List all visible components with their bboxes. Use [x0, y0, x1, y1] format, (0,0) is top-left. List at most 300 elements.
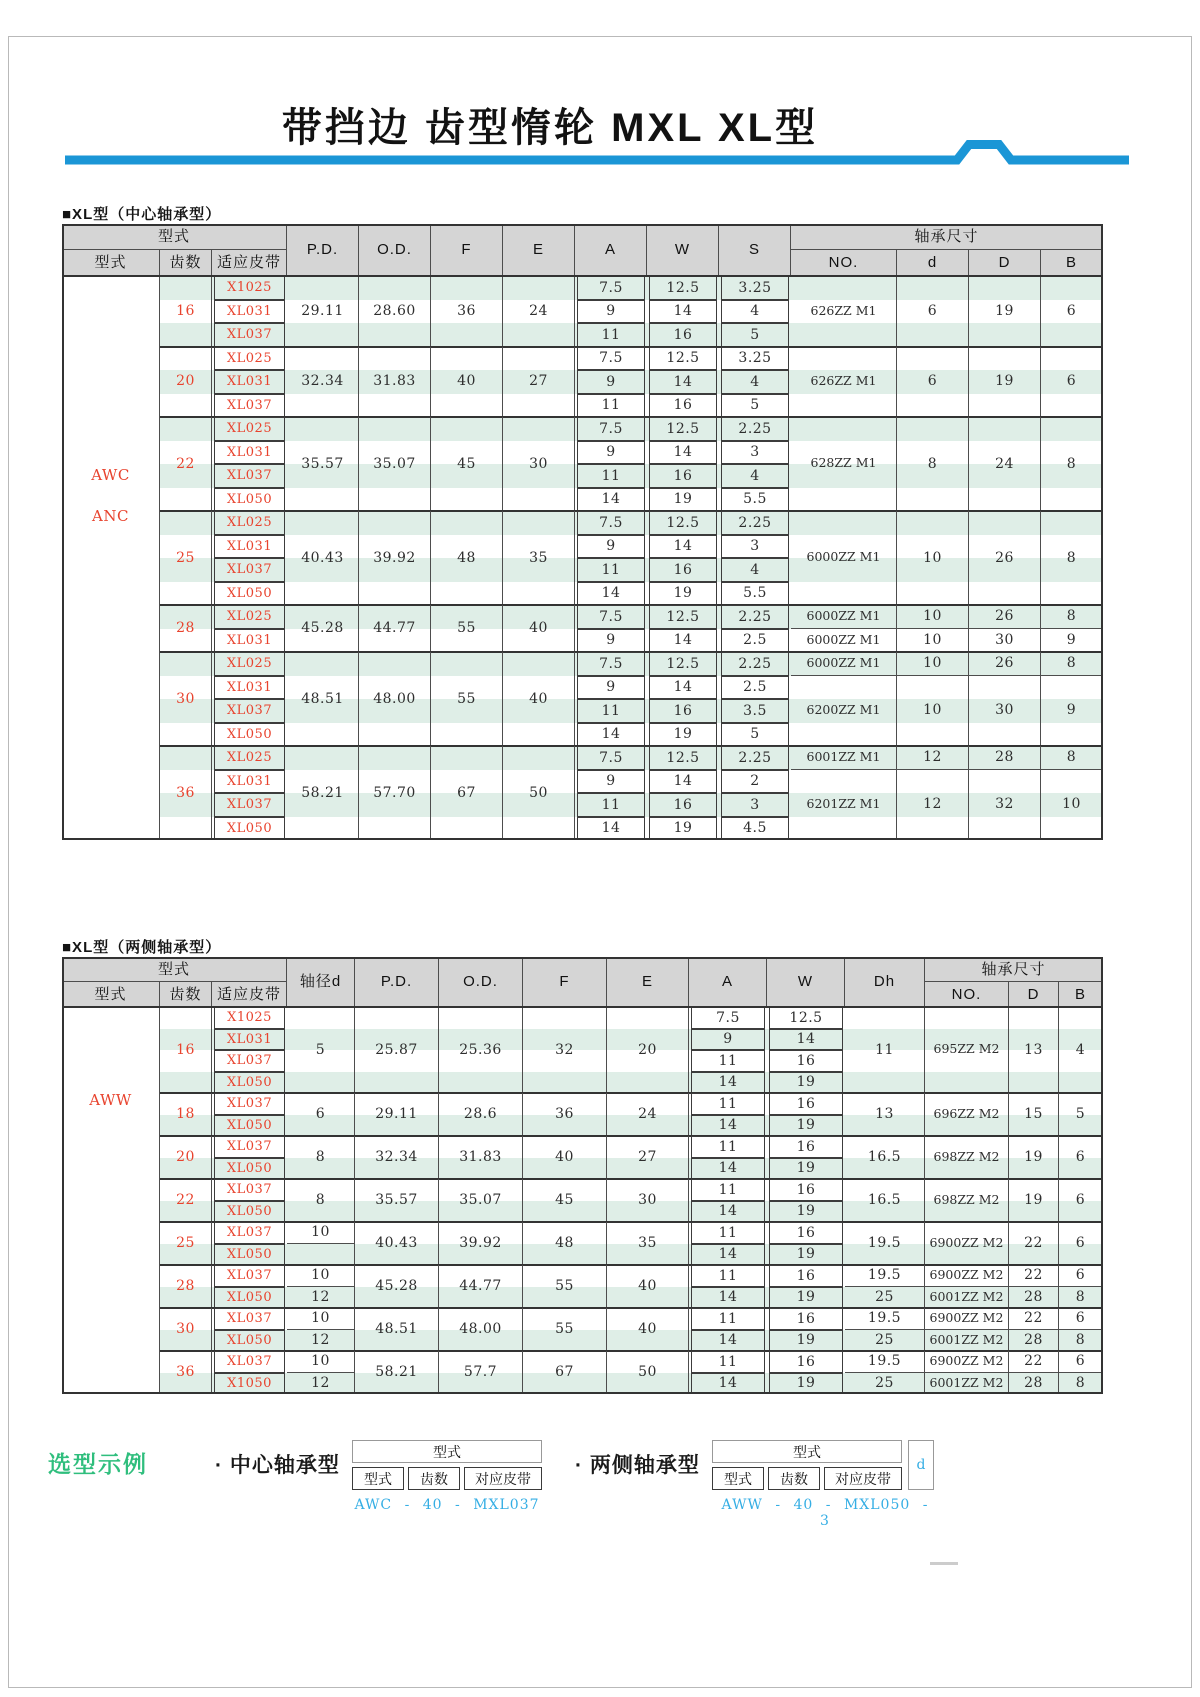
- dim-s-cell: 2: [721, 770, 789, 794]
- dim-s-cell: 4.5: [721, 817, 789, 841]
- header-dh: Dh: [845, 957, 925, 1007]
- bearing-B-cell: 6: [1059, 1265, 1103, 1287]
- dim-f-cell: 32: [523, 1007, 607, 1093]
- dim-a-cell: 14: [577, 817, 645, 841]
- bearing-no-cell: 6000ZZ M1: [791, 605, 897, 629]
- bearing-D-cell: 28: [969, 746, 1041, 770]
- belt-cell: XL050: [214, 1330, 285, 1352]
- dim-s-cell: 5: [721, 723, 789, 747]
- bearing-B-cell: 8: [1041, 652, 1103, 676]
- dim-w-cell: 14: [649, 370, 717, 394]
- dim-a-cell: 14: [691, 1373, 765, 1395]
- belt-cell: X1025: [214, 1007, 285, 1029]
- dim-s-cell: 5: [721, 394, 789, 418]
- header-bearing-group: 轴承尺寸: [791, 224, 1103, 250]
- dim-w-cell: 16: [649, 394, 717, 418]
- dim-pd-cell: 58.21: [287, 746, 359, 840]
- belt-cell: XL037: [214, 1351, 285, 1373]
- teeth-cell: 25: [160, 511, 212, 605]
- dim-a-cell: 11: [577, 394, 645, 418]
- dim-s-cell: 2.5: [721, 629, 789, 653]
- model-label: AWW: [89, 1091, 132, 1109]
- dim-w-cell: 19: [769, 1244, 843, 1266]
- dim-w-cell: 19: [649, 723, 717, 747]
- selection-example-title: 选型示例: [48, 1451, 148, 1477]
- bearing-no-cell: 6001ZZ M2: [925, 1287, 1009, 1309]
- dim-w-cell: 19: [649, 817, 717, 841]
- bearing-B-cell: 10: [1041, 770, 1103, 841]
- dim-pd-cell: 40.43: [355, 1222, 439, 1265]
- belt-cell: X1025: [214, 276, 285, 300]
- bearing-D-cell: 19: [969, 276, 1041, 347]
- shaft-d-cell: 10: [287, 1351, 355, 1373]
- dim-od-cell: 35.07: [359, 417, 431, 511]
- header-D: D: [1009, 982, 1059, 1007]
- belt-cell: XL031: [214, 1029, 285, 1051]
- belt-cell: XL037: [214, 699, 285, 723]
- belt-cell: XL037: [214, 323, 285, 347]
- dim-w-cell: 19: [769, 1287, 843, 1309]
- dim-a-cell: 9: [577, 770, 645, 794]
- teeth-cell: 16: [160, 1007, 212, 1093]
- dim-f-cell: 40: [431, 347, 503, 418]
- header-separator: [62, 275, 1103, 277]
- dim-e-cell: 27: [607, 1136, 689, 1179]
- belt-cell: XL037: [214, 1179, 285, 1201]
- header-B: B: [1041, 250, 1103, 276]
- side-bearing-example-diagram: [712, 1440, 934, 1529]
- dim-w-cell: 16: [769, 1308, 843, 1330]
- dim-od-cell: 31.83: [439, 1136, 523, 1179]
- bearing-D-cell: 26: [969, 652, 1041, 676]
- bearing-B-cell: 6: [1041, 347, 1103, 418]
- belt-cell: XL037: [214, 464, 285, 488]
- dim-s-cell: 2.25: [721, 417, 789, 441]
- dim-w-cell: 12.5: [649, 746, 717, 770]
- dim-s-cell: 2.25: [721, 511, 789, 535]
- dim-s-cell: 3: [721, 535, 789, 559]
- bearing-D-cell: 13: [1009, 1007, 1059, 1093]
- bearing-no-cell: 628ZZ M1: [791, 417, 897, 511]
- dim-w-cell: 16: [769, 1136, 843, 1158]
- belt-cell: XL050: [214, 1244, 285, 1266]
- dim-pd-cell: 40.43: [287, 511, 359, 605]
- dim-s-cell: 2.25: [721, 746, 789, 770]
- header-no: NO.: [925, 982, 1009, 1007]
- bearing-d-cell: 6: [897, 276, 969, 347]
- bearing-no-cell: 6900ZZ M2: [925, 1308, 1009, 1330]
- dim-a-cell: 9: [577, 535, 645, 559]
- teeth-cell: 28: [160, 605, 212, 652]
- dh-cell: 13: [845, 1093, 925, 1136]
- dim-s-cell: 4: [721, 370, 789, 394]
- dim-s-cell: 5: [721, 323, 789, 347]
- dim-w-cell: 19: [769, 1115, 843, 1137]
- dim-e-cell: 27: [503, 347, 575, 418]
- bearing-no-cell: 6001ZZ M2: [925, 1373, 1009, 1395]
- dim-s-cell: 4: [721, 300, 789, 324]
- section-label-side-bearing: ■XL型（两侧轴承型）: [62, 939, 222, 956]
- dim-a-cell: 14: [691, 1072, 765, 1094]
- bearing-D-cell: 26: [969, 605, 1041, 629]
- model-label: AWC: [91, 466, 130, 484]
- belt-cell: XL025: [214, 347, 285, 371]
- dim-f-cell: 55: [431, 652, 503, 746]
- header-pd: P.D.: [355, 957, 439, 1007]
- format-box-type: 型式: [712, 1467, 764, 1490]
- bearing-D-cell: 19: [1009, 1136, 1059, 1179]
- belt-cell: XL031: [214, 441, 285, 465]
- dim-a-cell: 14: [577, 723, 645, 747]
- dim-e-cell: 35: [503, 511, 575, 605]
- dim-a-cell: 11: [691, 1222, 765, 1244]
- dim-a-cell: 14: [577, 488, 645, 512]
- belt-cell: XL031: [214, 370, 285, 394]
- dim-a-cell: 7.5: [577, 417, 645, 441]
- shaft-d-cell: 8: [287, 1179, 355, 1222]
- dim-w-cell: 16: [769, 1222, 843, 1244]
- dim-s-cell: 5.5: [721, 582, 789, 606]
- belt-cell: XL031: [214, 676, 285, 700]
- bearing-B-cell: 8: [1041, 417, 1103, 511]
- bearing-d-cell: 10: [897, 629, 969, 653]
- header-model: 型式: [62, 982, 160, 1007]
- belt-cell: XL050: [214, 1287, 285, 1309]
- belt-cell: XL050: [214, 488, 285, 512]
- format-box-model: 型式: [352, 1440, 542, 1463]
- dim-s-cell: 2.5: [721, 676, 789, 700]
- belt-cell: XL050: [214, 1158, 285, 1180]
- dim-w-cell: 12.5: [769, 1007, 843, 1029]
- header-B: B: [1059, 982, 1103, 1007]
- shaft-d-cell: 6: [287, 1093, 355, 1136]
- belt-cell: XL037: [214, 1265, 285, 1287]
- dh-cell: 25: [845, 1373, 925, 1395]
- header-D: D: [969, 250, 1041, 276]
- dim-od-cell: 31.83: [359, 347, 431, 418]
- bearing-no-cell: 6000ZZ M1: [791, 629, 897, 653]
- shaft-d-cell: 10: [287, 1308, 355, 1330]
- bearing-d-cell: 12: [897, 770, 969, 841]
- teeth-cell: 20: [160, 347, 212, 418]
- dim-a-cell: 11: [691, 1136, 765, 1158]
- dim-pd-cell: 29.11: [287, 276, 359, 347]
- belt-cell: XL025: [214, 746, 285, 770]
- bearing-B-cell: 8: [1059, 1330, 1103, 1352]
- dim-f-cell: 55: [523, 1265, 607, 1308]
- bearing-no-cell: 6900ZZ M2: [925, 1222, 1009, 1265]
- dim-pd-cell: 25.87: [355, 1007, 439, 1093]
- center-bearing-example-diagram: [352, 1440, 542, 1515]
- dim-e-cell: 40: [503, 605, 575, 652]
- example-code-center: AWC - 40 - MXL037: [354, 1497, 540, 1513]
- teeth-cell: 30: [160, 1308, 212, 1351]
- dim-w-cell: 14: [649, 300, 717, 324]
- header-e: E: [503, 224, 575, 276]
- dim-f-cell: 36: [431, 276, 503, 347]
- section-label-center-bearing: ■XL型（中心轴承型）: [62, 206, 222, 223]
- dim-a-cell: 7.5: [577, 746, 645, 770]
- model-column: [62, 1007, 160, 1394]
- dim-w-cell: 14: [649, 770, 717, 794]
- header-od: O.D.: [439, 957, 523, 1007]
- header-no: NO.: [791, 250, 897, 276]
- bearing-no-cell: 698ZZ M2: [925, 1136, 1009, 1179]
- dim-s-cell: 3: [721, 793, 789, 817]
- dim-a-cell: 9: [577, 676, 645, 700]
- dim-a-cell: 7.5: [691, 1007, 765, 1029]
- dim-s-cell: 3.25: [721, 347, 789, 371]
- dim-f-cell: 36: [523, 1093, 607, 1136]
- dh-cell: 11: [845, 1007, 925, 1093]
- bearing-D-cell: 19: [1009, 1179, 1059, 1222]
- belt-cell: X1050: [214, 1373, 285, 1395]
- dim-a-cell: 11: [577, 793, 645, 817]
- bearing-d-cell: 10: [897, 605, 969, 629]
- dim-a-cell: 9: [577, 300, 645, 324]
- dim-e-cell: 40: [607, 1265, 689, 1308]
- dim-a-cell: 11: [577, 323, 645, 347]
- header-teeth: 齿数: [160, 250, 212, 276]
- teeth-cell: 18: [160, 1093, 212, 1136]
- bearing-no-cell: 698ZZ M2: [925, 1179, 1009, 1222]
- bearing-D-cell: 24: [969, 417, 1041, 511]
- dim-e-cell: 40: [607, 1308, 689, 1351]
- bearing-no-cell: 6900ZZ M2: [925, 1265, 1009, 1287]
- bearing-B-cell: 8: [1059, 1373, 1103, 1395]
- dim-w-cell: 14: [649, 535, 717, 559]
- dim-a-cell: 7.5: [577, 511, 645, 535]
- dim-pd-cell: 35.57: [287, 417, 359, 511]
- dim-w-cell: 19: [769, 1072, 843, 1094]
- belt-cell: XL031: [214, 300, 285, 324]
- shaft-d-cell: [287, 1244, 355, 1266]
- dim-w-cell: 14: [649, 629, 717, 653]
- header-s: S: [719, 224, 791, 276]
- bearing-D-cell: 22: [1009, 1265, 1059, 1287]
- dim-od-cell: 39.92: [439, 1222, 523, 1265]
- belt-cell: XL037: [214, 1222, 285, 1244]
- bearing-B-cell: 9: [1041, 629, 1103, 653]
- bearing-no-cell: 6200ZZ M1: [791, 676, 897, 747]
- side-bearing-example-label: · 两侧轴承型: [575, 1454, 700, 1477]
- dh-cell: 25: [845, 1330, 925, 1352]
- bearing-no-cell: 6900ZZ M2: [925, 1351, 1009, 1373]
- bearing-no-cell: 6000ZZ M1: [791, 652, 897, 676]
- dim-pd-cell: 32.34: [355, 1136, 439, 1179]
- belt-cell: XL031: [214, 629, 285, 653]
- belt-cell: XL037: [214, 394, 285, 418]
- bearing-D-cell: 22: [1009, 1308, 1059, 1330]
- bearing-B-cell: 6: [1041, 276, 1103, 347]
- dim-s-cell: 2.25: [721, 652, 789, 676]
- bearing-B-cell: 8: [1041, 746, 1103, 770]
- dim-a-cell: 7.5: [577, 276, 645, 300]
- header-model: 型式: [62, 250, 160, 276]
- dh-cell: 16.5: [845, 1136, 925, 1179]
- dim-e-cell: 30: [607, 1179, 689, 1222]
- dim-pd-cell: 29.11: [355, 1093, 439, 1136]
- bearing-B-cell: 9: [1041, 676, 1103, 747]
- dim-a-cell: 7.5: [577, 605, 645, 629]
- dim-f-cell: 67: [523, 1351, 607, 1394]
- belt-cell: XL050: [214, 1115, 285, 1137]
- dim-w-cell: 19: [769, 1158, 843, 1180]
- bearing-D-cell: 26: [969, 511, 1041, 605]
- belt-cell: XL031: [214, 770, 285, 794]
- shaft-d-cell: 12: [287, 1287, 355, 1309]
- bearing-no-cell: 6001ZZ M2: [925, 1330, 1009, 1352]
- page-title: 带挡边 齿型惰轮 MXL XL型: [281, 106, 819, 150]
- bearing-B-cell: 5: [1059, 1093, 1103, 1136]
- header-bearing-group: 轴承尺寸: [925, 957, 1103, 982]
- dim-s-cell: 5.5: [721, 488, 789, 512]
- belt-cell: XL037: [214, 1308, 285, 1330]
- format-box-type: 型式: [352, 1467, 404, 1490]
- bearing-d-cell: 10: [897, 676, 969, 747]
- dim-a-cell: 11: [577, 558, 645, 582]
- dim-e-cell: 24: [503, 276, 575, 347]
- dim-w-cell: 19: [649, 488, 717, 512]
- dim-w-cell: 12.5: [649, 276, 717, 300]
- bearing-d-cell: 10: [897, 652, 969, 676]
- dim-a-cell: 14: [691, 1330, 765, 1352]
- dim-od-cell: 57.70: [359, 746, 431, 840]
- bearing-B-cell: 8: [1041, 511, 1103, 605]
- dim-a-cell: 11: [691, 1050, 765, 1072]
- dim-pd-cell: 32.34: [287, 347, 359, 418]
- belt-cell: XL037: [214, 1050, 285, 1072]
- bearing-D-cell: 32: [969, 770, 1041, 841]
- belt-cell: XL025: [214, 652, 285, 676]
- bearing-D-cell: 28: [1009, 1330, 1059, 1352]
- belt-cell: XL050: [214, 582, 285, 606]
- header-od: O.D.: [359, 224, 431, 276]
- dim-od-cell: 35.07: [439, 1179, 523, 1222]
- dim-w-cell: 19: [649, 582, 717, 606]
- dim-od-cell: 48.00: [439, 1308, 523, 1351]
- example-code-side: AWW - 40 - MXL050 - 3: [721, 1497, 929, 1529]
- dim-w-cell: 14: [649, 676, 717, 700]
- dim-od-cell: 44.77: [439, 1265, 523, 1308]
- bearing-no-cell: 6001ZZ M1: [791, 746, 897, 770]
- belt-cell: XL037: [214, 558, 285, 582]
- dim-s-cell: 4: [721, 558, 789, 582]
- bearing-D-cell: 15: [1009, 1093, 1059, 1136]
- dim-e-cell: 35: [607, 1222, 689, 1265]
- model-column: [62, 276, 160, 840]
- shaft-d-cell: 12: [287, 1373, 355, 1395]
- teeth-cell: 25: [160, 1222, 212, 1265]
- bearing-d-cell: 10: [897, 511, 969, 605]
- teeth-cell: 20: [160, 1136, 212, 1179]
- header-teeth: 齿数: [160, 982, 212, 1007]
- dim-f-cell: 40: [523, 1136, 607, 1179]
- dim-w-cell: 19: [769, 1330, 843, 1352]
- bearing-D-cell: 30: [969, 676, 1041, 747]
- dim-a-cell: 14: [691, 1158, 765, 1180]
- dim-s-cell: 4: [721, 464, 789, 488]
- belt-cell: XL031: [214, 535, 285, 559]
- dim-a-cell: 11: [691, 1265, 765, 1287]
- teeth-cell: 30: [160, 652, 212, 746]
- dim-w-cell: 16: [769, 1093, 843, 1115]
- header-shaft: 轴径d: [287, 957, 355, 1007]
- dim-w-cell: 16: [769, 1351, 843, 1373]
- dim-w-cell: 14: [769, 1029, 843, 1051]
- bearing-B-cell: 6: [1059, 1222, 1103, 1265]
- teeth-cell: 22: [160, 417, 212, 511]
- dim-od-cell: 44.77: [359, 605, 431, 652]
- header-w: W: [767, 957, 845, 1007]
- dim-a-cell: 11: [577, 464, 645, 488]
- header-f: F: [523, 957, 607, 1007]
- dim-w-cell: 16: [649, 464, 717, 488]
- dim-od-cell: 57.7: [439, 1351, 523, 1394]
- bearing-d-cell: 12: [897, 746, 969, 770]
- dim-a-cell: 9: [691, 1029, 765, 1051]
- dim-od-cell: 39.92: [359, 511, 431, 605]
- bearing-D-cell: 19: [969, 347, 1041, 418]
- format-box-shaft-d: d: [908, 1440, 934, 1490]
- shaft-d-cell: 5: [287, 1007, 355, 1093]
- dim-w-cell: 19: [769, 1373, 843, 1395]
- bearing-B-cell: 8: [1059, 1287, 1103, 1309]
- model-label: ANC: [92, 507, 129, 525]
- bearing-D-cell: 30: [969, 629, 1041, 653]
- format-box-model: 型式: [712, 1440, 902, 1463]
- dim-a-cell: 14: [691, 1115, 765, 1137]
- belt-cell: XL037: [214, 793, 285, 817]
- dim-pd-cell: 45.28: [287, 605, 359, 652]
- dim-f-cell: 45: [431, 417, 503, 511]
- dh-cell: 19.5: [845, 1265, 925, 1287]
- table-center-bearing: [62, 224, 1103, 840]
- belt-cell: XL025: [214, 605, 285, 629]
- header-f: F: [431, 224, 503, 276]
- dim-f-cell: 55: [523, 1308, 607, 1351]
- dim-od-cell: 25.36: [439, 1007, 523, 1093]
- dim-e-cell: 50: [503, 746, 575, 840]
- header-a: A: [689, 957, 767, 1007]
- dim-w-cell: 12.5: [649, 417, 717, 441]
- dh-cell: 25: [845, 1287, 925, 1309]
- teeth-cell: 36: [160, 1351, 212, 1394]
- bearing-B-cell: 6: [1059, 1179, 1103, 1222]
- dim-w-cell: 12.5: [649, 605, 717, 629]
- bearing-B-cell: 8: [1041, 605, 1103, 629]
- dim-od-cell: 28.6: [439, 1093, 523, 1136]
- dh-cell: 16.5: [845, 1179, 925, 1222]
- format-box-belt: 对应皮带: [464, 1467, 542, 1490]
- dim-a-cell: 9: [577, 370, 645, 394]
- dim-e-cell: 30: [503, 417, 575, 511]
- teeth-cell: 36: [160, 746, 212, 840]
- bearing-d-cell: 6: [897, 347, 969, 418]
- dim-s-cell: 2.25: [721, 605, 789, 629]
- dh-cell: 19.5: [845, 1308, 925, 1330]
- dim-a-cell: 14: [691, 1201, 765, 1223]
- dim-w-cell: 16: [769, 1265, 843, 1287]
- header-pd: P.D.: [287, 224, 359, 276]
- dim-a-cell: 9: [577, 441, 645, 465]
- dim-pd-cell: 35.57: [355, 1179, 439, 1222]
- header-model-group: 型式: [62, 957, 287, 982]
- bullet: ·: [575, 1454, 590, 1477]
- dh-cell: 19.5: [845, 1222, 925, 1265]
- bearing-no-cell: 696ZZ M2: [925, 1093, 1009, 1136]
- header-d: d: [897, 250, 969, 276]
